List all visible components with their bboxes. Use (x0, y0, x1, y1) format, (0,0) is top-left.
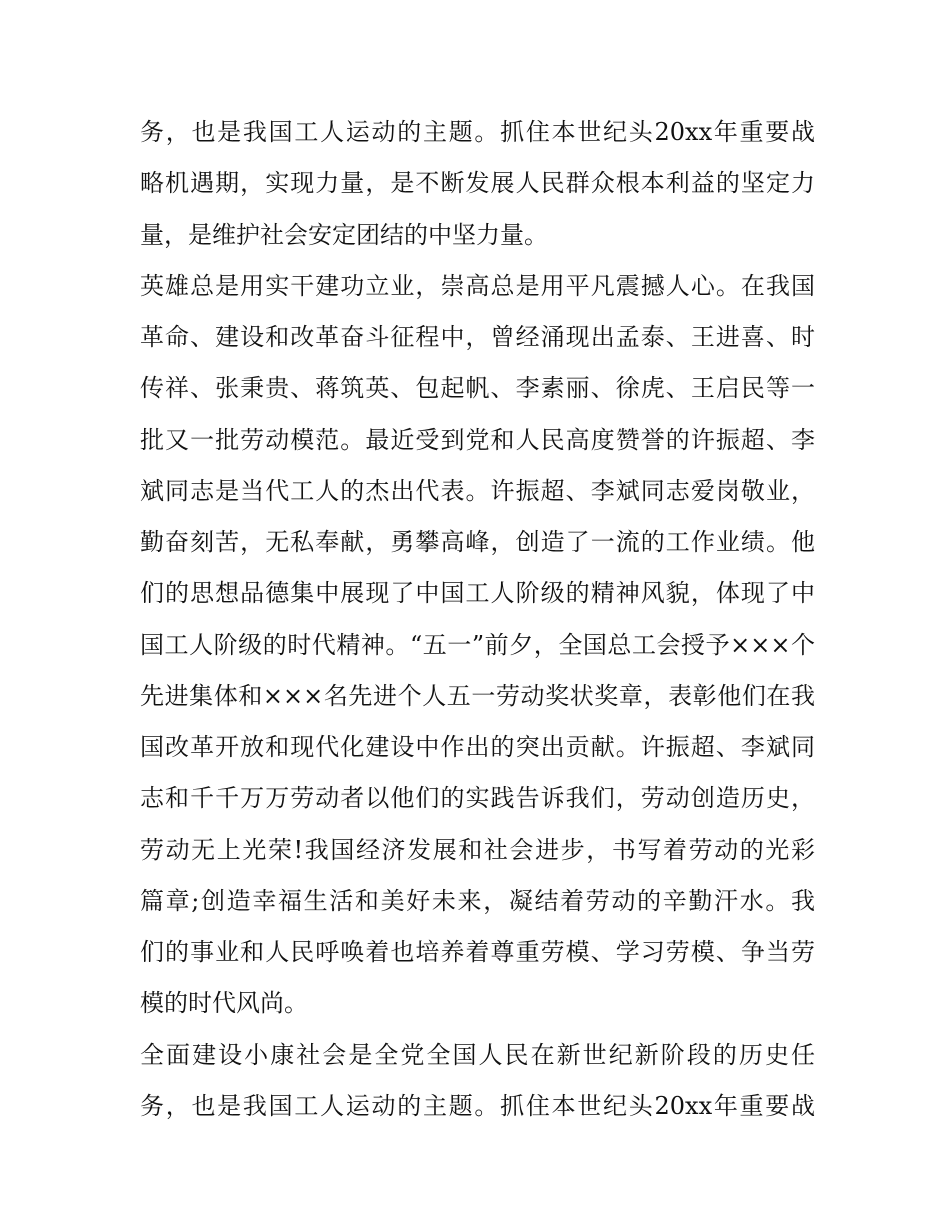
text-line: 略机遇期，实现力量，是不断发展人民群众根本利益的坚定力 (140, 169, 815, 198)
text-line: 量，是维护社会安定团结的中坚力量。 (140, 220, 548, 249)
text-line: 劳动无上光荣!我国经济发展和社会进步，书写着劳动的光彩 (140, 835, 815, 864)
text-line: 国工人阶级的时代精神。“五一”前夕，全国总工会授予×××个 (140, 630, 815, 659)
text-line: 斌同志是当代工人的杰出代表。许振超、李斌同志爱岗敬业， (140, 476, 815, 505)
text-line: 传祥、张秉贵、蒋筑英、包起帆、李素丽、徐虎、王启民等一 (140, 374, 815, 403)
text-line: 英雄总是用实干建功立业，崇高总是用平凡震撼人心。在我国 (140, 271, 815, 300)
document-body-text (140, 107, 815, 1132)
text-line: 革命、建设和改革奋斗征程中，曾经涌现出孟泰、王进喜、时 (140, 323, 815, 351)
text-line: 们的思想品德集中展现了中国工人阶级的精神风貌，体现了中 (140, 579, 815, 608)
text-line: 篇章;创造幸福生活和美好未来，凝结着劳动的辛勤汗水。我 (140, 886, 815, 915)
text-line: 务，也是我国工人运动的主题。抓住本世纪头20xx年重要战 (140, 118, 815, 146)
text-line: 先进集体和×××名先进个人五一劳动奖状奖章，表彰他们在我 (140, 681, 815, 710)
text-line: 国改革开放和现代化建设中作出的突出贡献。许振超、李斌同 (140, 733, 815, 761)
text-line: 模的时代风尚。 (140, 989, 308, 1018)
text-line: 务，也是我国工人运动的主题。抓住本世纪头20xx年重要战 (140, 1091, 815, 1120)
text-line: 批又一批劳动模范。最近受到党和人民高度赞誉的许振超、李 (140, 425, 815, 454)
text-line: 们的事业和人民呼唤着也培养着尊重劳模、学习劳模、争当劳 (140, 938, 815, 966)
text-line: 志和千千万万劳动者以他们的实践告诉我们，劳动创造历史， (140, 784, 815, 813)
text-line: 全面建设小康社会是全党全国人民在新世纪新阶段的历史任 (140, 1040, 815, 1069)
text-line: 勤奋刻苦，无私奉献，勇攀高峰，创造了一流的工作业绩。他 (140, 528, 815, 556)
